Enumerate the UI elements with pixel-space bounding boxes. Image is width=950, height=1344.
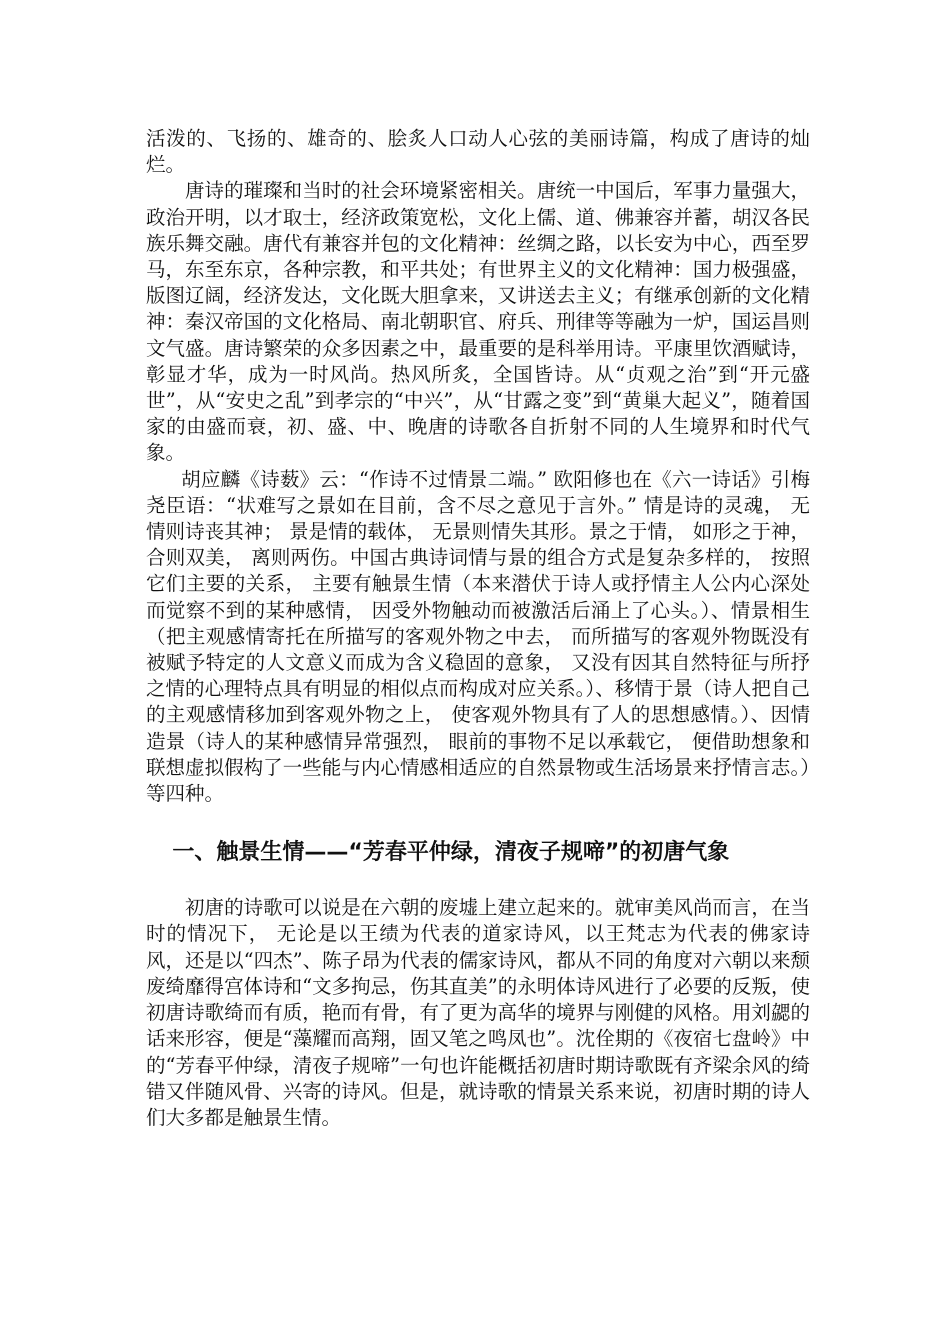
paragraph-continuation: 活泼的、飞扬的、雄奇的、脍炙人口动人心弦的美丽诗篇，构成了唐诗的灿烂。 bbox=[146, 127, 810, 177]
document-page bbox=[146, 126, 810, 1131]
paragraph-early-tang: 初唐的诗歌可以说是在六朝的废墟上建立起来的。就审美风尚而言，在当时的情况下， 无论是以王绩为代表的道家诗风，以王梵志为代表的佛家诗风，还是以“四杰”、陈子昂为代表的儒家诗风，都从不同的角度对六朝以来颓废绮靡得宫体诗和“文多拘忌，伤其直美”的永明体诗风进行了必要的反叛，使初唐诗歌绮而有质，艳而有骨，有了更为高华的境界与刚健的风格。用刘勰的话来形容，便是“藻耀而高翔，固又笔之鸣凤也”。沈佺期的《夜宿七盘岭》中的“芳春平仲绿，清夜子规啼”一句也许能概括初唐时期诗歌既有齐梁余风的绮错又伴随风骨、兴寄的诗风。但是，就诗歌的情景关系来说，初唐时期的诗人们大多都是触景生情。 bbox=[146, 896, 810, 1129]
paragraph-tang-poetry-environment: 唐诗的璀璨和当时的社会环境紧密相关。唐统一中国后，军事力量强大，政治开明，以才取士，经济政策宽松，文化上儒、道、佛兼容并蓄，胡汉各民族乐舞交融。唐代有兼容并包的文化精神：丝绸之路，以长安为中心，西至罗马，东至东京，各种宗教，和平共处；有世界主义的文化精神：国力极强盛，版图辽阔，经济发达，文化既大胆拿来，又讲送去主义；有继承创新的文化精神：秦汉帝国的文化格局、南北朝职官、府兵、刑律等等融为一炉，国运昌则文气盛。唐诗繁荣的众多因素之中，最重要的是科举用诗。平康里饮酒赋诗，彰显才华，成为一时风尚。热风所炙，全国皆诗。从“贞观之治”到“开元盛世”，从“安史之乱”到孝宗的“中兴”，从“甘露之变”到“黄巢大起义”，随着国家的由盛而衰，初、盛、中、晚唐的诗歌各自折射不同的人生境界和时代气象。 bbox=[146, 179, 810, 465]
section-heading: 一、触景生情——“芳春平仲绿，清夜子规啼”的初唐气象 bbox=[172, 840, 730, 866]
paragraph-scene-emotion-theory: 胡应麟《诗薮》云：“作诗不过情景二端。” 欧阳修也在《六一诗话》引梅尧臣语：“状难写之景如在目前，含不尽之意见于言外。” 情是诗的灵魂， 无情则诗丧其神； 景是情的载体， 无景则情失其形。景之于情， 如形之于神， 合则双美， 离则两伤。中国古典诗词情与景的组合方式是复杂多样的， 按照它们主要的关系， 主要有触景生情（本来潜伏于诗人或抒情主人公内心深处而觉察不到的某种感情， 因受外物触动而被激活后涌上了心头。）、情景相生（把主观感情寄托在所描写的客观外物之中去， 而所描写的客观外物既没有被赋予特定的人文意义而成为含义稳固的意象， 又没有因其自然特征与所抒之情的心理特点具有明显的相似点而构成对应关系。）、移情于景（诗人把自己的主观感情移加到客观外物之上， 使客观外物具有了人的思想感情。）、因情造景（诗人的某种感情异常强烈， 眼前的事物不足以承载它， 便借助想象和联想虚拟假构了一些能与内心情感相适应的自然景物或生活场景来抒情言志。）等四种。 bbox=[146, 467, 810, 806]
